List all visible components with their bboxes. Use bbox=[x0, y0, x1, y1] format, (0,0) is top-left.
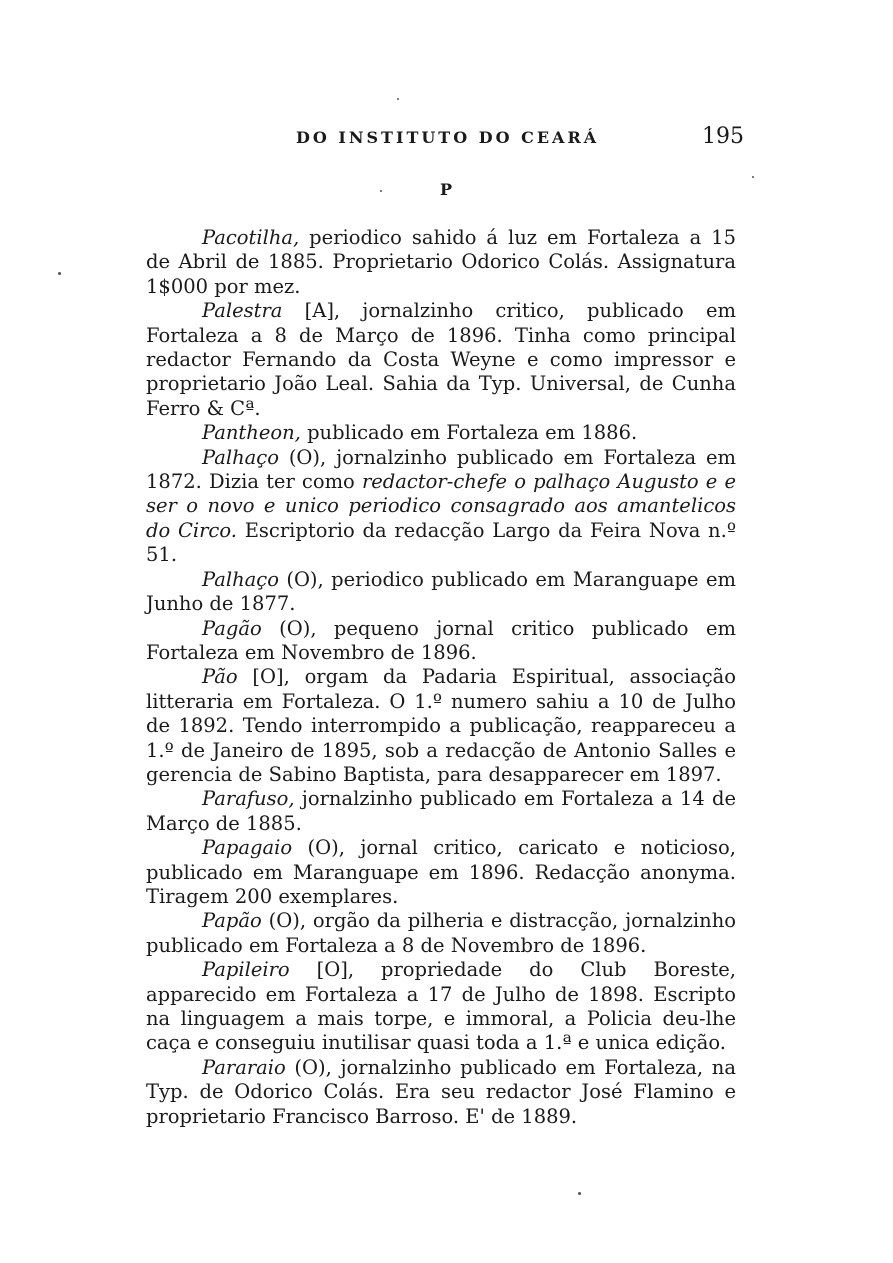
entry-title: Palhaço bbox=[202, 445, 279, 469]
entry-text: [O], orgam da Padaria Espiritual, associação litteraria em Fortaleza. O 1.º numero sahiu a 10 de Julho de 1892. Tendo interrompido a publicação, reappareceu a 1.º de Janeiro de 1895, sob a redacção de Antonio Salles e gerencia de Sabino Baptista, para desapparecer em 1897. bbox=[146, 665, 736, 786]
list-item bbox=[146, 1056, 736, 1129]
entry-title: Papagaio bbox=[202, 836, 293, 860]
entry-title: Palestra bbox=[202, 299, 283, 323]
entry-title: Pagão bbox=[202, 616, 262, 640]
list-item bbox=[146, 909, 736, 958]
list-item bbox=[146, 665, 736, 787]
list-item bbox=[146, 226, 736, 299]
entry-tail-text: Escriptorio da redacção Largo da Feira Nova n.º 51. bbox=[146, 518, 736, 567]
section-letter: P bbox=[440, 180, 453, 199]
scan-speck bbox=[752, 176, 754, 178]
scan-speck bbox=[578, 1192, 581, 1195]
entry-text: [O], propriedade do Club Boreste, apparecido em Fortaleza a 17 de Julho de 1898. Escripto na linguagem a mais torpe, e immoral, a Policia deu-lhe caça e conseguiu inutilisar quasi toda a 1.ª e unica edição. bbox=[146, 958, 736, 1055]
entry-text: (O), orgão da pilheria e distracção, jornalzinho publicado em Fortaleza a 8 de Novembro de 1896. bbox=[146, 909, 736, 957]
list-item bbox=[146, 421, 736, 445]
entry-text: (O), jornalzinho publicado em Fortaleza, na Typ. de Odorico Colás. Era seu redactor José Flamino e proprietario Francisco Barroso. E' de 1889. bbox=[146, 1055, 736, 1128]
entry-title: Papão bbox=[202, 909, 262, 933]
entry-italic-text: redactor-chefe o palhaço Augusto e e ser o novo e unico periodico consagrado aos amantelicos do Circo. bbox=[146, 470, 736, 542]
entry-text: (O), jornal critico, caricato e noticioso, publicado em Maranguape em 1896. Redacção anonyma. Tiragem 200 exemplares. bbox=[146, 836, 736, 908]
entry-text: publicado em Fortaleza em 1886. bbox=[300, 421, 638, 445]
entry-text: (O), pequeno jornal critico publicado em Fortaleza em Novembro de 1896. bbox=[146, 616, 736, 664]
entry-title: Pararaio bbox=[202, 1055, 286, 1079]
list-item bbox=[146, 836, 736, 909]
list-item bbox=[146, 568, 736, 617]
entry-title: Parafuso, bbox=[202, 787, 295, 811]
list-item bbox=[146, 299, 736, 421]
scan-speck bbox=[380, 190, 382, 192]
list-item bbox=[146, 787, 736, 836]
running-head: DO INSTITUTO DO CEARÁ bbox=[296, 128, 600, 147]
list-item bbox=[146, 617, 736, 666]
entry-title: Pão bbox=[202, 665, 238, 689]
list-item bbox=[146, 446, 736, 568]
entry-text: jornalzinho publicado em Fortaleza a 14 de Março de 1885. bbox=[146, 787, 736, 835]
entry-title: Papileiro bbox=[202, 958, 290, 982]
scan-speck bbox=[58, 272, 61, 275]
entry-title: Palhaço bbox=[202, 567, 279, 591]
entry-title: Pacotilha, bbox=[202, 226, 300, 249]
entry-title: Pantheon, bbox=[202, 421, 301, 445]
entries-list bbox=[146, 226, 736, 1129]
entry-text: [A], jornalzinho critico, publicado em Fortaleza a 8 de Março de 1896. Tinha como principal redactor Fernando da Costa Weyne e como impressor e proprietario João Leal. Sahia da Typ. Universal, de Cunha Ferro & Cª. bbox=[146, 299, 736, 420]
page-number: 195 bbox=[702, 124, 744, 149]
entry-text: periodico sahido á luz em Fortaleza a 15 de Abril de 1885. Proprietario Odorico Colás. Assignatura 1$000 por mez. bbox=[146, 226, 736, 298]
entry-text: (O), jornalzinho publicado em Fortaleza em 1872. Dizia ter como bbox=[146, 445, 736, 494]
list-item bbox=[146, 958, 736, 1056]
scan-speck bbox=[397, 98, 399, 100]
entry-text: (O), periodico publicado em Maranguape em Junho de 1877. bbox=[146, 567, 736, 616]
